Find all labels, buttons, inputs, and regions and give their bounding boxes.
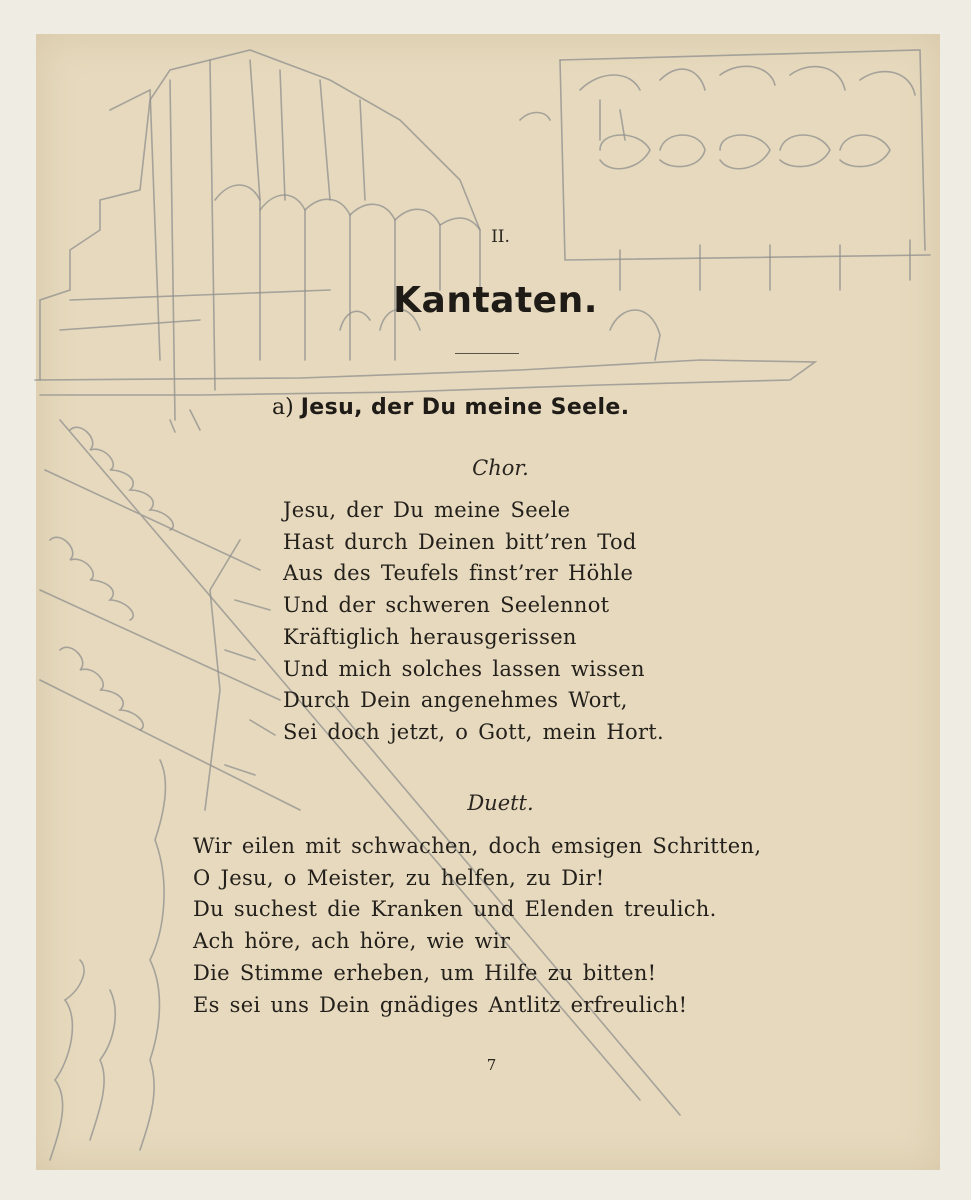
duett-verse (193, 831, 761, 1021)
chor-heading: Chor. (472, 456, 529, 480)
verse-line: Und der schweren Seelennot (283, 593, 610, 618)
verse-line: Wir eilen mit schwachen, doch emsigen Schritten, (193, 834, 762, 858)
title-divider (455, 353, 519, 354)
subtitle-name: Jesu, der Du meine Seele. (300, 395, 630, 420)
verse-line: Hast durch Deinen bitt’ren Tod (283, 529, 637, 554)
cantata-subtitle (272, 395, 629, 420)
page-number: 7 (486, 1056, 497, 1074)
verse-line: Ach höre, ach höre, wie wir (193, 929, 511, 954)
verse-line: Aus des Teufels finst’rer Höhle (283, 561, 634, 586)
duett-heading: Duett. (467, 791, 534, 815)
section-number: II. (491, 227, 510, 247)
verse-line: Es sei uns Dein gnädiges Antlitz erfreulich! (193, 992, 688, 1017)
verse-line: Jesu, der Du meine Seele (283, 498, 571, 522)
page-title: Kantaten. (393, 280, 598, 321)
verse-line: Durch Dein angenehmes Wort, (283, 688, 628, 713)
verse-line: Kräftiglich herausgerissen (283, 624, 577, 649)
verse-line: Du suchest die Kranken und Elenden treulich. (193, 897, 717, 922)
verse-line: Und mich solches lassen wissen (283, 656, 645, 681)
subtitle-label: a) (272, 395, 294, 420)
verse-line: Sei doch jetzt, o Gott, mein Hort. (283, 719, 665, 744)
chor-verse (283, 495, 664, 749)
verse-line: Die Stimme erheben, um Hilfe zu bitten! (193, 960, 657, 985)
verse-line: O Jesu, o Meister, zu helfen, zu Dir! (193, 865, 605, 890)
